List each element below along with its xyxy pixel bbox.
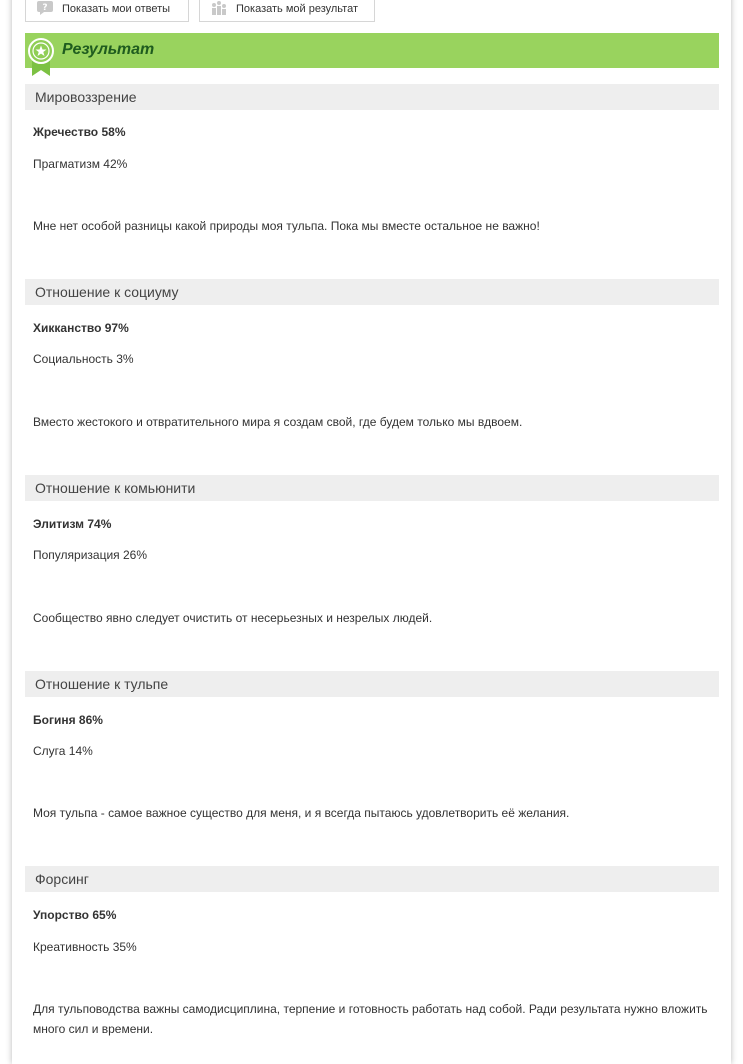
section-description: Сообщество явно следует очистить от несерьезных и незрелых людей. <box>33 611 433 625</box>
primary-trait: Упорство 65% <box>33 908 117 922</box>
show-result-label: Показать мой результат <box>236 3 358 15</box>
section-header-society: Отношение к социуму <box>25 279 719 305</box>
primary-trait: Хикканство 97% <box>33 321 129 335</box>
result-header <box>25 33 719 68</box>
section-description: Моя тульпа - самое важное существо для меня, и я всегда пытаюсь удовлетворить её желания. <box>33 806 570 820</box>
people-icon <box>210 0 228 16</box>
question-bubble-icon <box>36 0 54 16</box>
primary-trait: Богиня 86% <box>33 713 103 727</box>
section-header-tulpa: Отношение к тульпе <box>25 671 719 697</box>
svg-text:?: ? <box>42 3 48 13</box>
show-answers-button[interactable] <box>25 0 189 22</box>
section-header-forcing: Форсинг <box>25 866 719 892</box>
secondary-trait: Прагматизм 42% <box>33 157 128 171</box>
secondary-trait: Слуга 14% <box>33 744 93 758</box>
primary-trait: Жречество 58% <box>33 125 126 139</box>
page-title: Результат <box>62 41 155 58</box>
section-description: Вместо жестокого и отвратительного мира я создам свой, где будем только мы вдвоем. <box>33 415 523 429</box>
section-header-community: Отношение к комьюнити <box>25 475 719 501</box>
secondary-trait: Популяризация 26% <box>33 548 148 562</box>
section-header-worldview: Мировоззрение <box>25 84 719 110</box>
primary-trait: Элитизм 74% <box>33 517 112 531</box>
show-result-button[interactable] <box>199 0 375 22</box>
secondary-trait: Креативность 35% <box>33 940 137 954</box>
award-ribbon-icon <box>28 38 54 78</box>
section-description: Мне нет особой разницы какой природы моя тульпа. Пока мы вместе остальное не важно! <box>33 219 540 233</box>
show-answers-label: Показать мои ответы <box>62 3 171 15</box>
secondary-trait: Социальность 3% <box>33 352 134 366</box>
section-description: Для тульповодства важны самодисциплина, терпение и готовность работать над собой. Ради результата нужно вложить много сил и времени. <box>33 1002 708 1036</box>
